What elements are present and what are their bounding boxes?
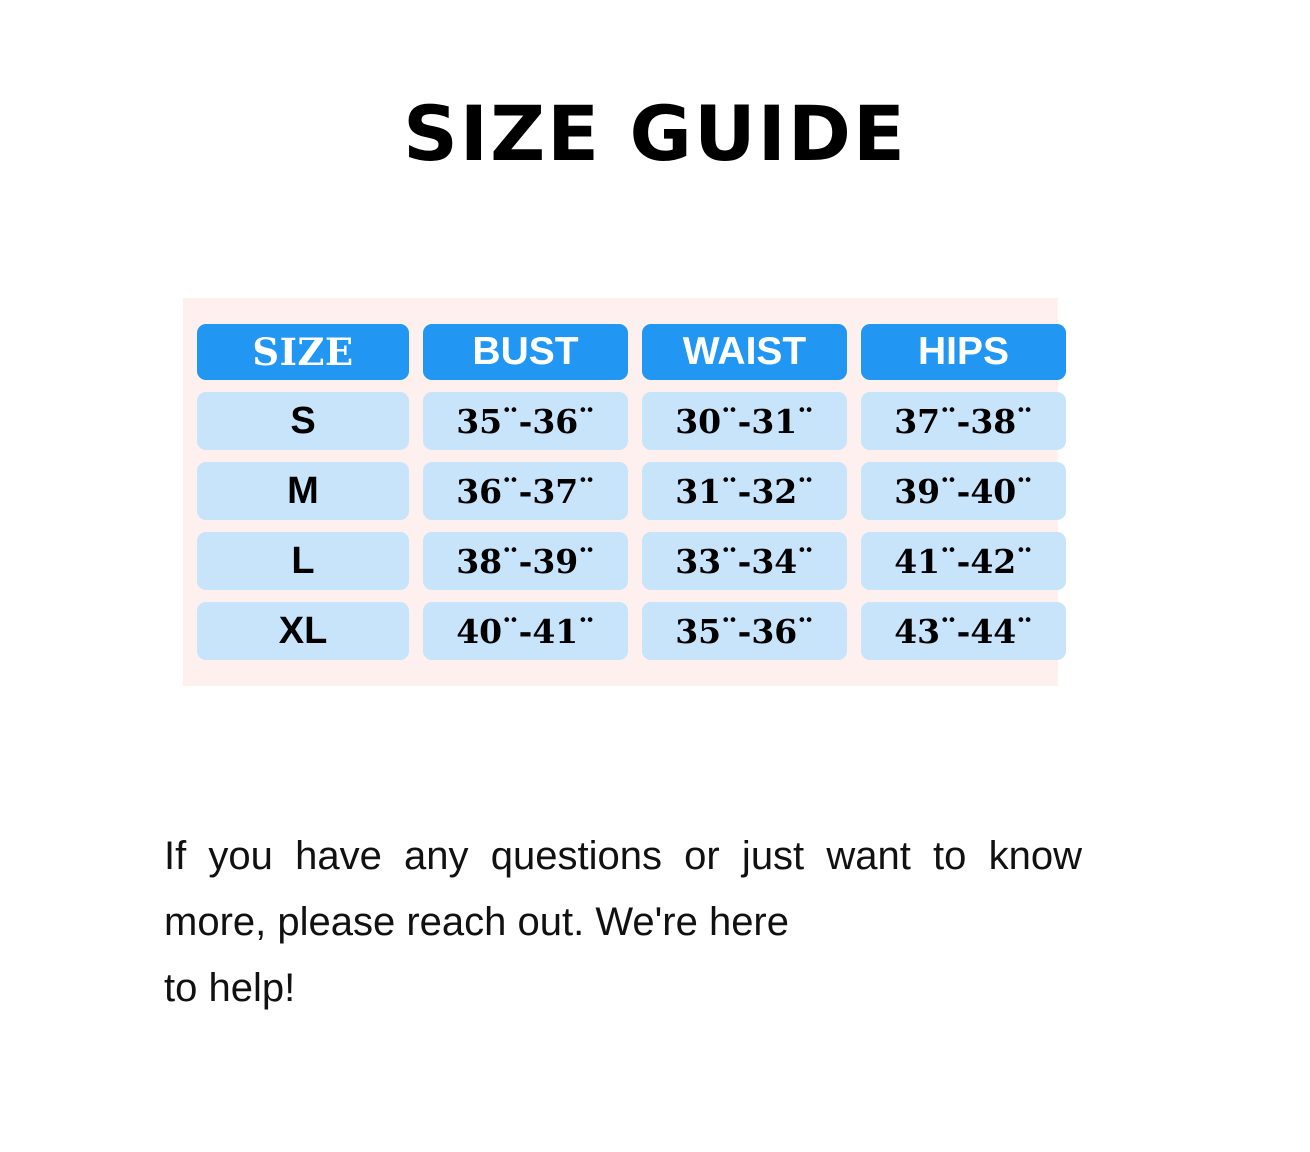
size-chart-table xyxy=(183,312,1080,672)
cell-size-xl: XL xyxy=(197,602,409,660)
column-header-waist: WAIST xyxy=(642,324,847,380)
page-title: SIZE GUIDE xyxy=(403,89,907,178)
cell-bust-xl: 40¨-41¨ xyxy=(423,602,628,660)
cell-waist-s: 30¨-31¨ xyxy=(642,392,847,450)
column-header-hips: HIPS xyxy=(861,324,1066,380)
table-row xyxy=(197,392,1066,450)
column-header-size: SIZE xyxy=(197,324,409,380)
cell-hips-m: 39¨-40¨ xyxy=(861,462,1066,520)
cell-bust-l: 38¨-39¨ xyxy=(423,532,628,590)
help-note xyxy=(164,823,1082,1021)
column-header-bust: BUST xyxy=(423,324,628,380)
table-header-row xyxy=(197,324,1066,380)
cell-size-s: S xyxy=(197,392,409,450)
cell-bust-m: 36¨-37¨ xyxy=(423,462,628,520)
table-row xyxy=(197,602,1066,660)
table-row xyxy=(197,532,1066,590)
help-note-main: If you have any questions or just want to know more, please reach out. We're here xyxy=(164,834,1082,944)
cell-waist-m: 31¨-32¨ xyxy=(642,462,847,520)
help-note-tail: to help! xyxy=(164,966,296,1010)
size-chart-panel xyxy=(183,298,1058,686)
cell-hips-l: 41¨-42¨ xyxy=(861,532,1066,590)
cell-size-l: L xyxy=(197,532,409,590)
cell-bust-s: 35¨-36¨ xyxy=(423,392,628,450)
cell-waist-l: 33¨-34¨ xyxy=(642,532,847,590)
cell-waist-xl: 35¨-36¨ xyxy=(642,602,847,660)
table-row xyxy=(197,462,1066,520)
cell-hips-s: 37¨-38¨ xyxy=(861,392,1066,450)
cell-size-m: M xyxy=(197,462,409,520)
cell-hips-xl: 43¨-44¨ xyxy=(861,602,1066,660)
